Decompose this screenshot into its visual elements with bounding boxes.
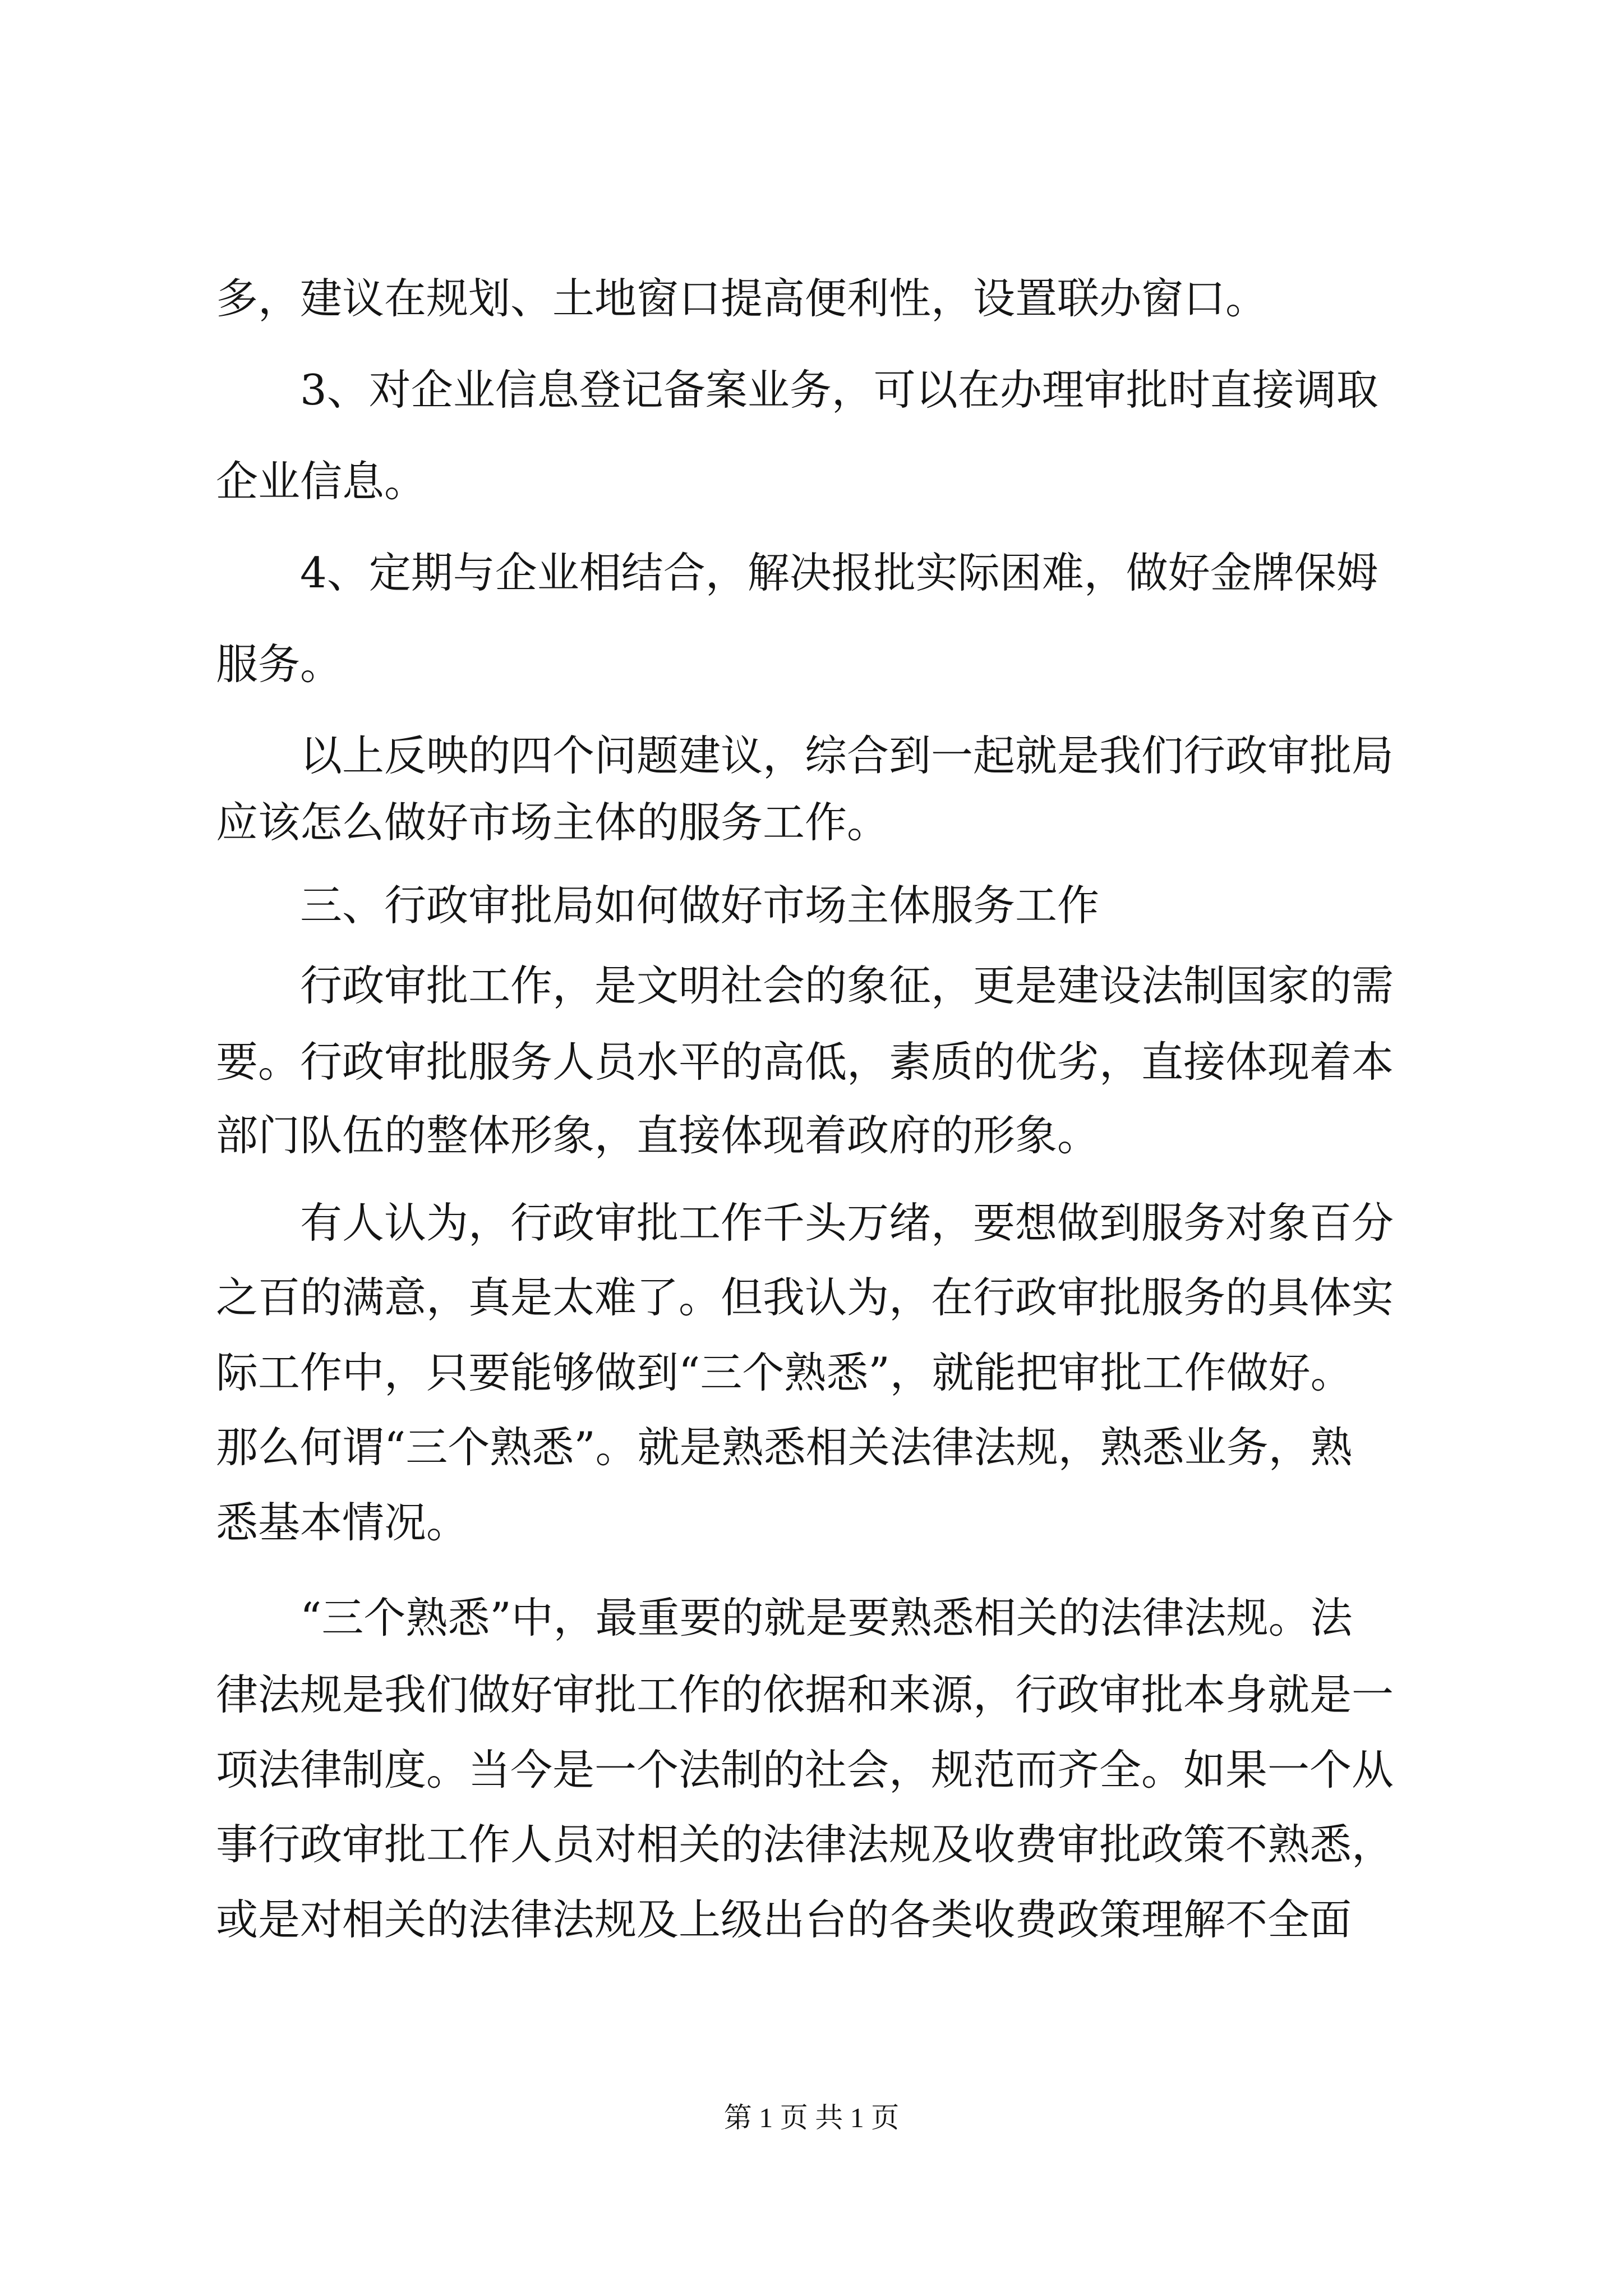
text-line: 部门队伍的整体形象，直接体现着政府的形象。 [216,1111,1100,1160]
text-line: 之百的满意，真是太难了。但我认为，在行政审批服务的具体实 [216,1273,1394,1322]
text-line: 悉基本情况。 [216,1498,469,1547]
text-line: 律法规是我们做好审批工作的依据和来源，行政审批本身就是一 [216,1670,1394,1719]
text-line: 或是对相关的法律法规及上级出台的各类收费政策理解不全面 [216,1895,1352,1944]
text-line: “三个熟悉”中，最重要的就是要熟悉相关的法律法规。法 [300,1593,1353,1642]
text-line: 事行政审批工作人员对相关的法律法规及收费审批政策不熟悉， [216,1820,1394,1869]
text-line: 3、对企业信息登记备案业务，可以在办理审批时直接调取 [300,365,1378,415]
page-footer: 第 1 页 共 1 页 [723,2102,900,2133]
text-line: 服务。 [216,639,343,689]
text-line: 要。行政审批服务人员水平的高低，素质的优劣，直接体现着本 [216,1037,1394,1087]
text-line: 4、定期与企业相结合，解决报批实际困难，做好金牌保姆 [300,548,1378,597]
text-line: 多，建议在规划、土地窗口提高便利性，设置联办窗口。 [216,274,1268,323]
text-line: 那么何谓“三个熟悉”。就是熟悉相关法律法规，熟悉业务，熟 [216,1423,1353,1472]
section-heading: 三、行政审批局如何做好市场主体服务工作 [300,881,1100,930]
text-line: 行政审批工作，是文明社会的象征，更是建设法制国家的需 [300,961,1394,1010]
text-line: 应该怎么做好市场主体的服务工作。 [216,798,889,847]
text-line: 际工作中，只要能够做到“三个熟悉”，就能把审批工作做好。 [216,1348,1353,1397]
text-line: 以上反映的四个问题建议，综合到一起就是我们行政审批局 [300,731,1394,780]
text-line: 项法律制度。当今是一个法制的社会，规范而齐全。如果一个从 [216,1745,1394,1795]
text-line: 有人认为，行政审批工作千头万绪，要想做到服务对象百分 [300,1198,1394,1248]
text-line: 企业信息。 [216,457,427,506]
